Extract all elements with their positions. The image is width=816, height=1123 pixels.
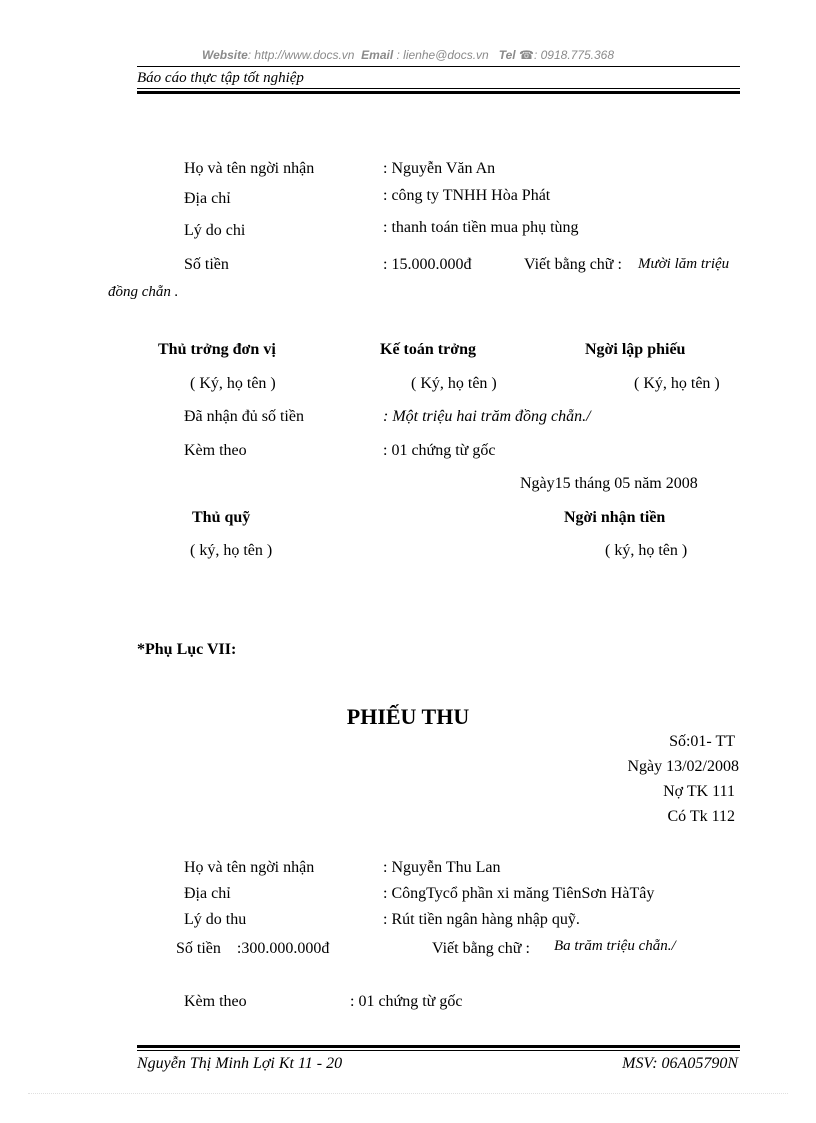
payment-address-value: : công ty TNHH Hòa Phát: [383, 187, 551, 204]
payment-name-label: Họ và tên ngời nhận: [184, 160, 315, 177]
sig-cashier-label: Thủ quỹ: [192, 509, 251, 526]
receipt-number: Số:01- TT: [669, 733, 735, 750]
website-value: : http://www.docs.vn: [247, 48, 355, 62]
receipt-date: Ngày15 tháng 05 năm 2008: [520, 475, 698, 492]
receipt-in-words-value: Ba trăm triệu chẵn./: [554, 938, 676, 954]
payment-name-value: : Nguyễn Văn An: [383, 160, 496, 177]
website-header: [0, 48, 816, 62]
sig-receiver-label: Ngời nhận tiền: [564, 509, 666, 526]
payment-in-words-value: Mười lăm triệu: [638, 256, 730, 272]
received-label: Đã nhận đủ số tiền: [184, 408, 304, 425]
header-rule-2: [137, 91, 740, 94]
received-value: : Một triệu hai trăm đồng chẵn./: [383, 408, 591, 425]
receipt-slip-date: Ngày 13/02/2008: [627, 758, 739, 775]
sig-head-label: Thủ trởng đơn vị: [158, 341, 276, 358]
attached-label: Kèm theo: [184, 442, 247, 459]
attached-value: : 01 chứng từ gốc: [383, 442, 496, 459]
payment-in-words-label: Viết bằng chữ :: [524, 256, 622, 273]
payment-in-words-cont: đồng chẵn .: [108, 284, 179, 300]
receipt-address-value: : CôngTycổ phần xi măng TiênSơn HàTây: [383, 885, 655, 902]
header-rule-top: [137, 66, 740, 67]
header-rule-1: [137, 88, 740, 89]
sig-head-sign: ( Ký, họ tên ): [190, 375, 276, 392]
sig-issuer-label: Ngời lập phiếu: [585, 341, 686, 358]
sig-cashier-sign: ( ký, họ tên ): [190, 542, 273, 559]
phone-icon: ☎: [519, 48, 534, 62]
credit-account: Có Tk 112: [667, 808, 735, 825]
footer-student-id: MSV: 06A05790N: [622, 1055, 738, 1072]
receipt-reason-value: : Rút tiền ngân hàng nhập quỹ.: [383, 911, 580, 928]
receipt-name-value: : Nguyễn Thu Lan: [383, 859, 501, 876]
footer-rule-1: [137, 1045, 740, 1048]
sig-receiver-sign: ( ký, họ tên ): [605, 542, 688, 559]
receipt-address-label: Địa chỉ: [184, 885, 231, 902]
receipt-attached-label: Kèm theo: [184, 993, 247, 1010]
payment-reason-label: Lý do chi: [184, 222, 246, 239]
receipt-reason-label: Lý do thu: [184, 911, 247, 928]
debit-account: Nợ TK 111: [663, 783, 735, 800]
footer-author: Nguyễn Thị Minh Lợi Kt 11 - 20: [137, 1055, 343, 1072]
tel-label: Tel: [498, 48, 516, 62]
appendix-label: *Phụ Lục VII:: [137, 641, 237, 658]
sig-accountant-label: Kế toán trởng: [380, 341, 476, 358]
sig-accountant-sign: ( Ký, họ tên ): [411, 375, 497, 392]
sig-issuer-sign: ( Ký, họ tên ): [634, 375, 720, 392]
payment-reason-value: : thanh toán tiền mua phụ tùng: [383, 219, 579, 236]
tel-value: : 0918.775.368: [533, 48, 615, 62]
page-edge-dotline: [28, 1093, 788, 1094]
footer-rule-2: [137, 1050, 740, 1051]
receipt-name-label: Họ và tên ngời nhận: [184, 859, 315, 876]
payment-address-label: Địa chỉ: [184, 190, 231, 207]
doc-title: Báo cáo thực tập tốt nghiệp: [137, 70, 304, 86]
email-value: : lienhe@docs.vn: [393, 48, 489, 62]
payment-amount-label: Số tiền: [184, 256, 229, 273]
receipt-title: PHIẾU THU: [346, 704, 470, 729]
email-label: Email: [361, 48, 394, 62]
receipt-amount: Số tiền :300.000.000đ: [176, 940, 330, 957]
receipt-attached-value: : 01 chứng từ gốc: [350, 993, 463, 1010]
website-label: Website: [201, 48, 248, 62]
payment-amount-value: : 15.000.000đ: [383, 256, 472, 273]
receipt-in-words-label: Viết bằng chữ :: [432, 940, 530, 957]
